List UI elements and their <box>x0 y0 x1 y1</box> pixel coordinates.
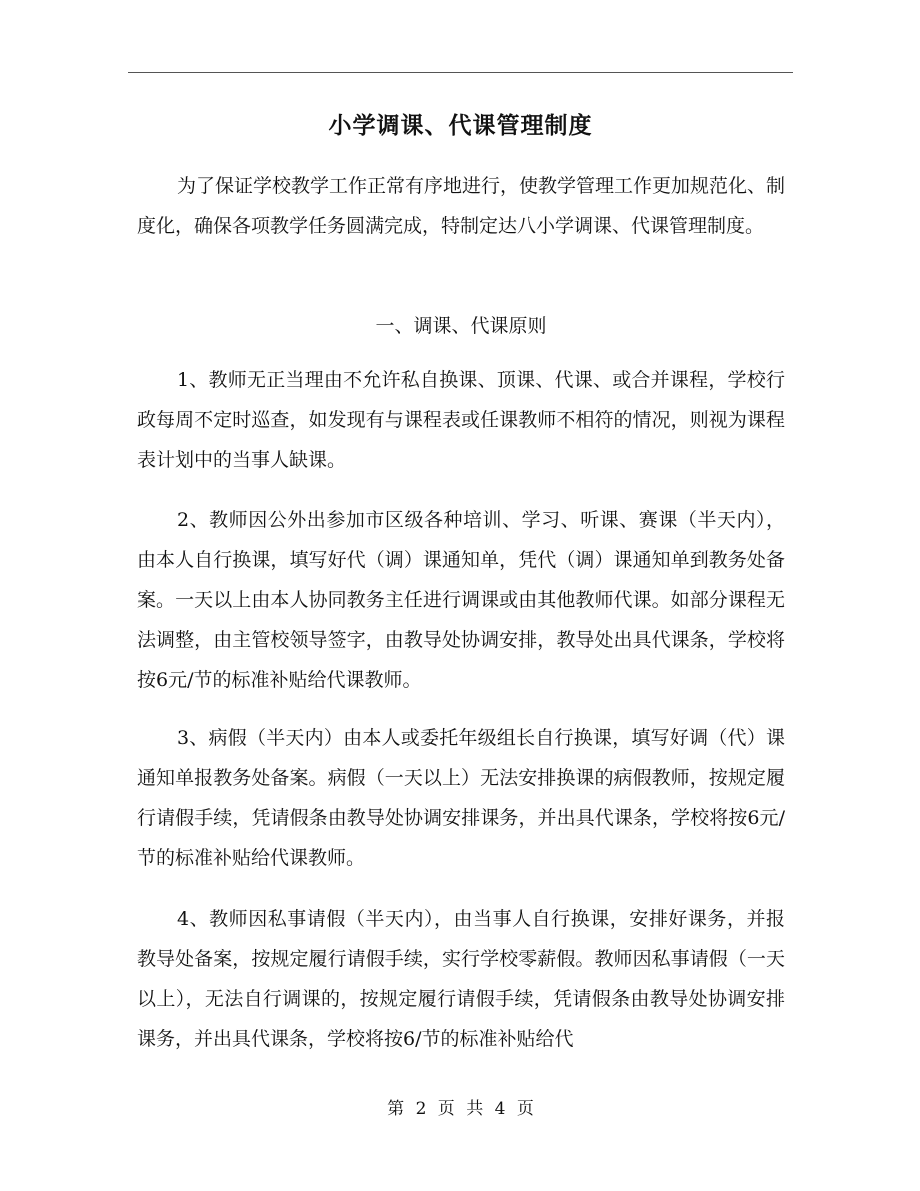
rule-paragraph-4: 4、教师因私事请假（半天内），由当事人自行换课，安排好课务，并报教导处备案，按规定履行请假手续，实行学校零薪假。教师因私事请假（一天以上），无法自行调课的，按规定履行请假手续，凭请假条由教导处协调安排课务，并出具代课条，学校将按6/节的标准补贴给代 <box>137 908 785 1050</box>
section-heading: 一、调课、代课原则 <box>375 315 547 337</box>
rule-paragraph-1: 1、教师无正当理由不允许私自换课、顶课、代课、或合并课程，学校行政每周不定时巡查，如发现有与课程表或任课教师不相符的情况，则视为课程表计划中的当事人缺课。 <box>137 369 785 471</box>
intro-paragraph: 为了保证学校教学工作正常有序地进行，使教学管理工作更加规范化、制度化，确保各项教学任务圆满完成，特制定达八小学调课、代课管理制度。 <box>137 175 786 237</box>
page-title: 小学调课、代课管理制度 <box>328 112 593 139</box>
rule-paragraph-3: 3、病假（半天内）由本人或委托年级组长自行换课，填写好调（代）课通知单报教务处备案。病假（一天以上）无法安排换课的病假教师，按规定履行请假手续，凭请假条由教导处协调安排课务，并出具代课条，学校将按6元/节的标准补贴给代课教师。 <box>137 727 785 869</box>
header-rule <box>128 72 793 73</box>
page-number-footer: 第 2 页 共 4 页 <box>387 1099 534 1119</box>
rule-paragraph-2: 2、教师因公外出参加市区级各种培训、学习、听课、赛课（半天内），由本人自行换课，填写好代（调）课通知单，凭代（调）课通知单到教务处备案。一天以上由本人协同教务主任进行调课或由其他教师代课。如部分课程无法调整，由主管校领导签字，由教导处协调安排，教导处出具代课条，学校将按6元/节的标准补贴给代课教师。 <box>137 509 785 691</box>
